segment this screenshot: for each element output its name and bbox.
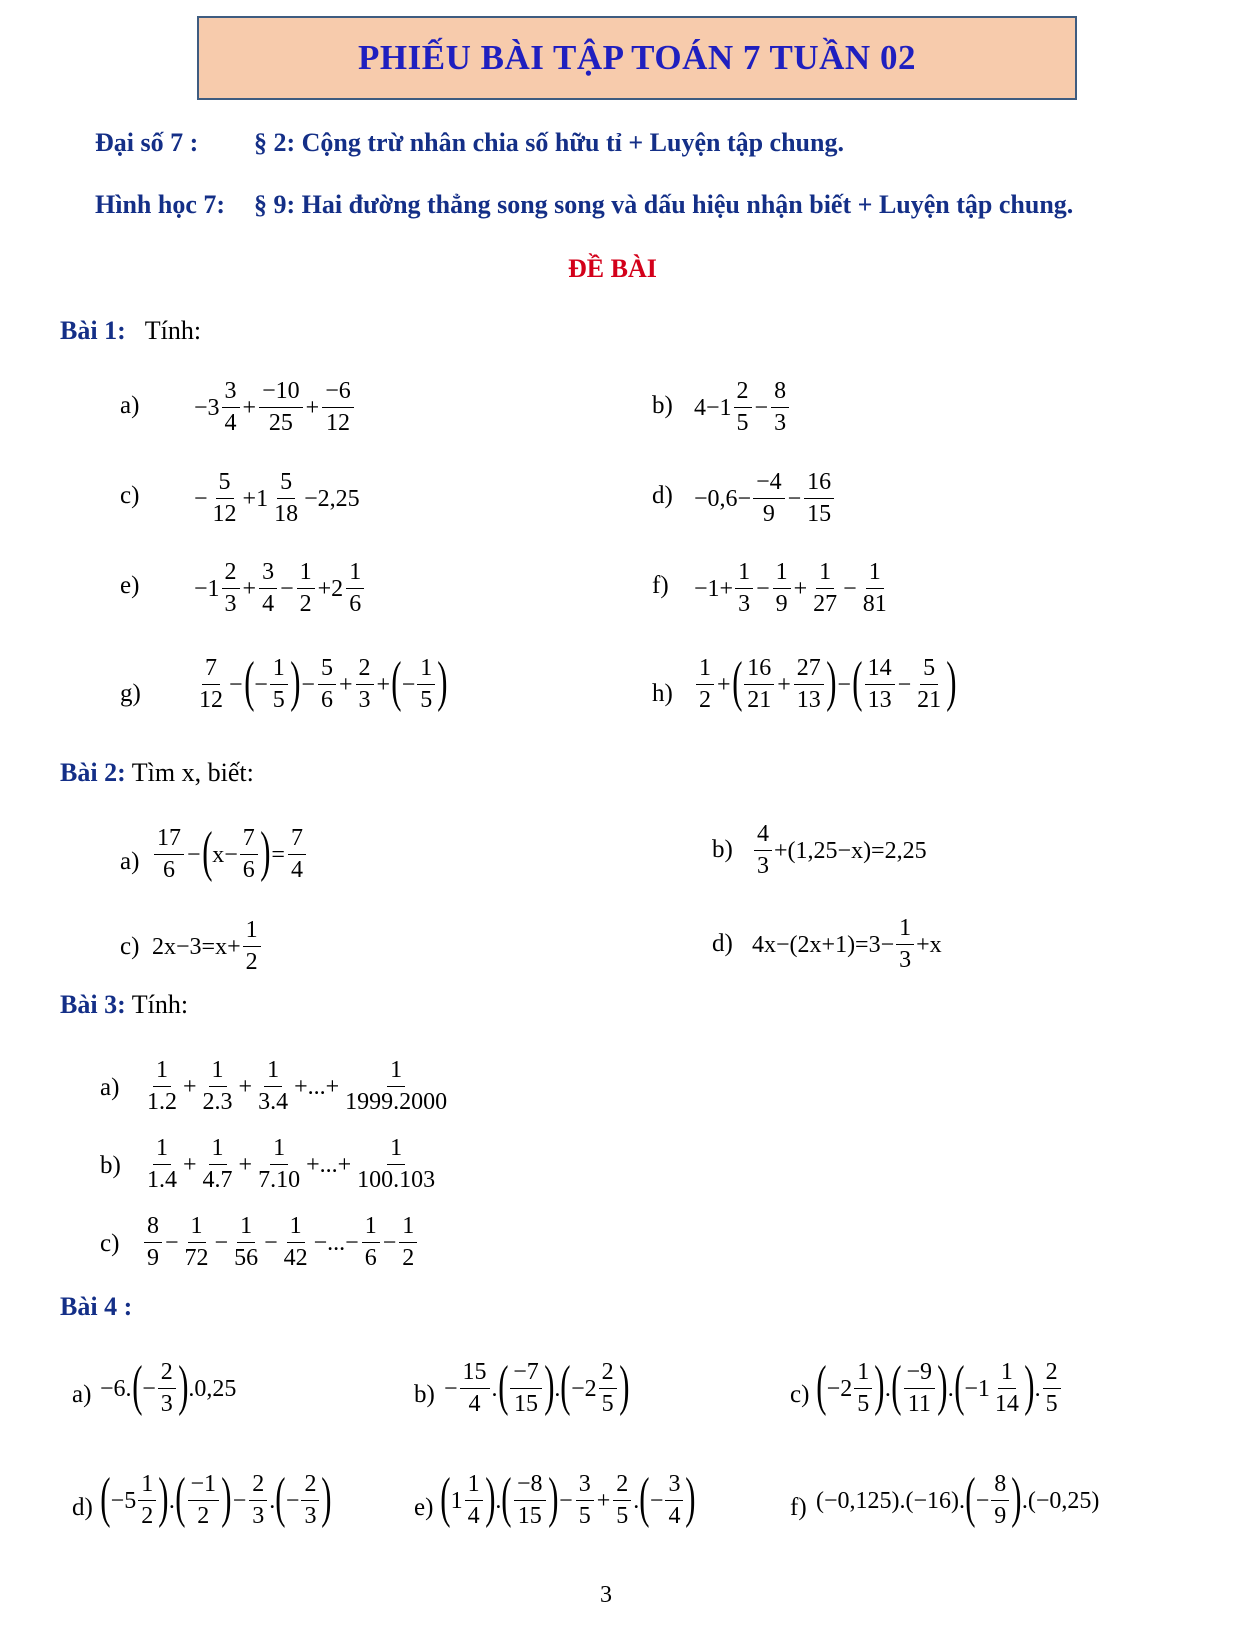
bai4-part-f-label: f) [790, 1494, 807, 1521]
bai3-heading [60, 990, 188, 1020]
bai2-part-b-label: b) [712, 836, 733, 863]
bai1-expr-g: 7 12 − ( − $\frac{1}{5}$ ) − $\frac{5}{6}$ + $\frac{2}{3}$ + ( − $\frac{1}{5}$ ) [199, 650, 448, 714]
bai1-part-f-label: f) [652, 572, 669, 599]
bai1-expr-c: − $\frac{5}{12}$ +1 5 18 −2,25 [194, 469, 360, 528]
bai3-expr-a: 1 1.2 + $\frac{1}{2.3}$ + $\frac{1}{3.4}$ +...+ $\frac{1}{1999.2000}$ [147, 1057, 448, 1116]
bai4-heading [60, 1292, 132, 1322]
bai1-instruction: Tính: [144, 316, 202, 345]
bai4-part-d-label: d) [72, 1494, 93, 1521]
bai1-expr-e: −1 2 3 + $\frac{3}{4}$ − $\frac{1}{2}$ +2 1 6 [194, 560, 366, 617]
bai4-part-e-label: e) [414, 1494, 434, 1521]
bai3-part-c-label: c) [100, 1230, 120, 1257]
bai1-expr-b: 4−1 2 5 − $\frac{8}{3}$ [694, 379, 791, 436]
bai4-expr-c: ( −2 1 5 ) . ( −9 11 ) . ( −1 1 14 ) . 2 5 [816, 1360, 1063, 1417]
bai1-part-e-label: e) [120, 572, 140, 599]
bai4-expr-e: ( 1 1 4 ) . ( −8 15 ) − $\frac{3}{5}$ + $\frac{2}{5}$ . ( − $\frac{3}{4}$ ) [440, 1466, 696, 1530]
algebra-topic: § 2: Cộng trừ nhân chia số hữu tỉ + Luyện tập chung. [254, 128, 844, 157]
bai4-expr-f: (−0,125).(−16). ( − $\frac{8}{9}$ ) .(−0,25) [816, 1466, 1100, 1530]
page-title: PHIẾU BÀI TẬP TOÁN 7 TUẦN 02 [358, 38, 916, 77]
bai3-part-a-label: a) [100, 1074, 120, 1101]
geometry-topic: § 9: Hai đường thẳng song song và dấu hiệu nhận biết + Luyện tập chung. [254, 190, 1074, 219]
bai2-part-c-label: c) [120, 933, 140, 960]
bai1-expr-h: 1 2 + ( 16 21 + $\frac{27}{13}$ ) − ( 14 13 − $\frac{5}{21}$ ) [694, 656, 957, 713]
bai2-part-a-label: a) [120, 848, 140, 875]
bai2-expr-b: 4 3 +(1,25−x)=2,25 [752, 822, 927, 879]
algebra-label: Đại số 7 : [95, 128, 199, 157]
geometry-label: Hình học 7: [95, 190, 226, 219]
bai1-part-b-label: b) [652, 392, 673, 419]
bai4-expr-a: −6. ( − $\frac{2}{3}$ ) .0,25 [100, 1354, 237, 1418]
bai3-part-b-label: b) [100, 1152, 121, 1179]
bai1-heading [60, 316, 201, 346]
bai2-expr-c: 2x−3=x+ $\frac{1}{2}$ [152, 918, 263, 975]
bai4-part-c-label: c) [790, 1381, 810, 1408]
bai3-instruction: Tính: [131, 990, 189, 1019]
bai1-expr-a: −3 3 4 + $\frac{-10}{25}$ + $\frac{-6}{12}$ [194, 379, 356, 436]
section-heading: ĐỀ BÀI [568, 254, 657, 283]
title-box [197, 16, 1077, 100]
bai4-label: Bài 4 : [60, 1292, 133, 1321]
bai1-part-h-label: h) [652, 680, 673, 707]
bai2-label: Bài 2: [60, 758, 126, 787]
bai1-expr-d: −0,6− $\frac{-4}{9}$ − $\frac{16}{15}$ [694, 470, 836, 527]
bai1-part-c-label: c) [120, 482, 140, 509]
bai2-expr-a: 17 6 − ( x− $\frac{7}{6}$ ) = $\frac{7}{4}$ [152, 826, 308, 883]
bai1-part-g-label: g) [120, 680, 141, 707]
bai4-part-a-label: a) [72, 1381, 92, 1408]
bai2-part-d-label: d) [712, 930, 733, 957]
bai1-part-d-label: d) [652, 482, 673, 509]
bai1-part-a-label: a) [120, 392, 140, 419]
bai2-heading [60, 758, 254, 788]
bai3-expr-b: 1 1.4 + $\frac{1}{4.7}$ + $\frac{1}{7.10}$ +...+ $\frac{1}{100.103}$ [147, 1135, 436, 1194]
bai1-label: Bài 1: [60, 316, 126, 345]
bai4-part-b-label: b) [414, 1381, 435, 1408]
bai4-expr-d: ( −5 1 2 ) . ( −1 2 ) − $\frac{2}{3}$ . ( − $\frac{2}{3}$ ) [100, 1466, 332, 1530]
bai2-instruction: Tìm x, biết: [131, 758, 254, 787]
bai3-expr-c: 8 9 − $\frac{1}{72}$ − $\frac{1}{56}$ − $\frac{1}{42}$ −...− $\frac{1}{6}$ − $\frac{1}{2}$ [142, 1214, 419, 1271]
page-number: 3 [600, 1582, 612, 1608]
bai1-expr-f: −1+ $\frac{1}{3}$ − $\frac{1}{9}$ + $\frac{1}{27}$ − $\frac{1}{81}$ [694, 559, 887, 618]
bai4-expr-b: − $\frac{15}{4}$ . ( −7 15 ) . ( −2 2 5 ) [444, 1354, 630, 1418]
bai3-label: Bài 3: [60, 990, 126, 1019]
bai2-expr-d: 4x−(2x+1)=3− $\frac{1}{3}$ +x [752, 915, 942, 974]
